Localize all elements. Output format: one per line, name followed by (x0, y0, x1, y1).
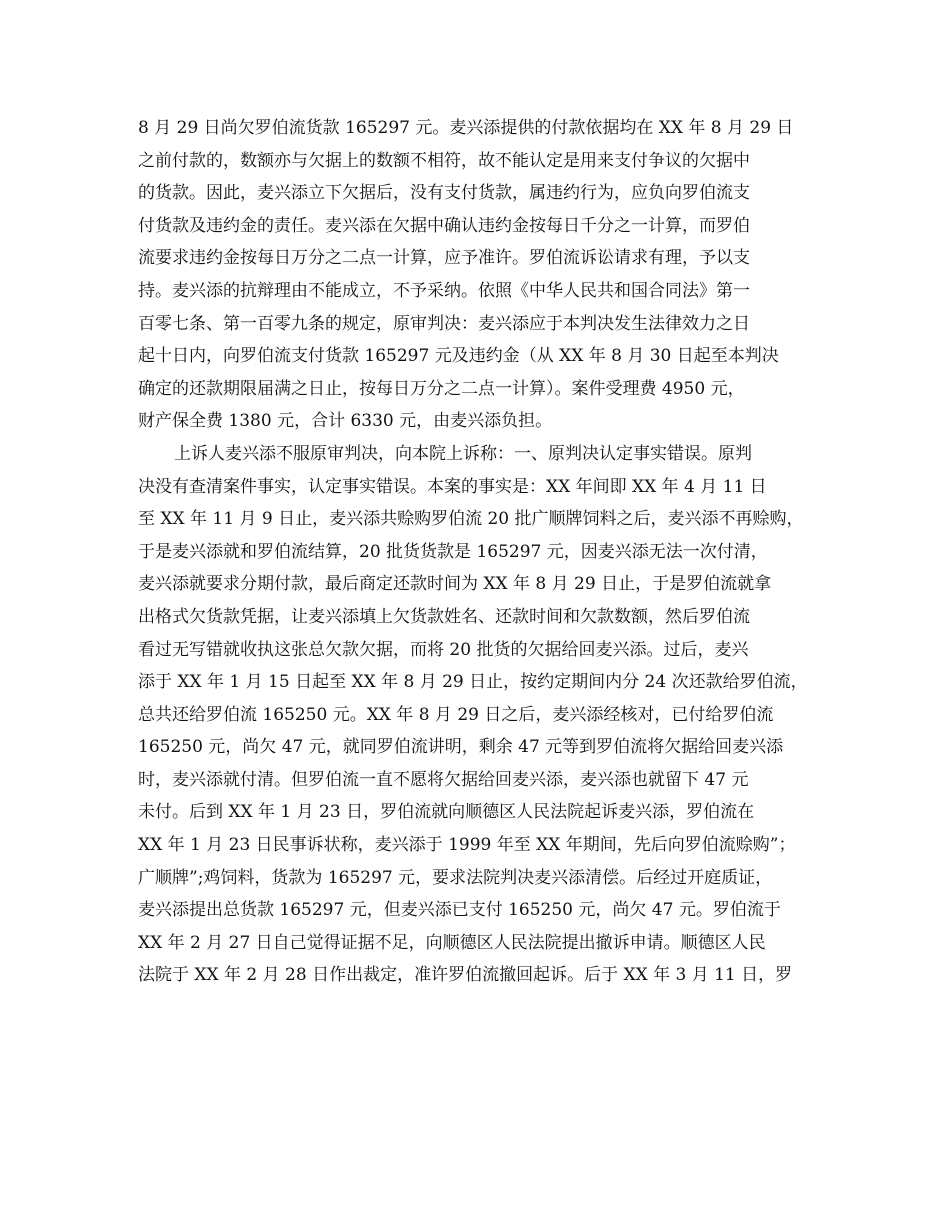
paragraph-1 (138, 112, 810, 438)
text-line: 付货款及违约金的责任。麦兴添在欠据中确认违约金按每日千分之一计算，而罗伯 (138, 215, 750, 236)
text-line: 百零七条、第一百零九条的规定，原审判决：麦兴添应于本判决发生法律效力之日 (138, 313, 750, 334)
text-line: 决没有查清案件事实，认定事实错误。本案的事实是：XX 年间即 XX 年 4 月 11 日 (138, 476, 767, 497)
text-line: 出格式欠货款凭据，让麦兴添填上欠货款姓名、还款时间和欠款数额，然后罗伯流 (138, 606, 750, 627)
text-line: 之前付款的，数额亦与欠据上的数额不相符，故不能认定是用来支付争议的欠据中 (138, 150, 750, 171)
text-line: 流要求违约金按每日万分之二点一计算，应予准许。罗伯流诉讼请求有理，予以支 (138, 248, 750, 269)
text-line: 看过无写错就收执这张总欠款欠据，而将 20 批货的欠据给回麦兴添。过后，麦兴 (138, 639, 749, 660)
text-line: 的货款。因此，麦兴添立下欠据后，没有支付货款，属违约行为，应负向罗伯流支 (138, 183, 750, 204)
text-line: 8 月 29 日尚欠罗伯流货款 165297 元。麦兴添提供的付款依据均在 XX 年 8 月 29 日 (138, 118, 794, 138)
text-line: XX 年 1 月 23 日民事诉状称，麦兴添于 1999 年至 XX 年期间，先后向罗伯流赊购”； (138, 835, 796, 856)
paragraph-2 (138, 438, 810, 992)
text-line: 确定的还款期限届满之日止，按每日万分之二点一计算）。案件受理费 4950 元， (138, 378, 745, 399)
text-line: 财产保全费 1380 元，合计 6330 元，由麦兴添负担。 (138, 411, 553, 432)
text-line: 未付。后到 XX 年 1 月 23 日，罗伯流就向顺德区人民法院起诉麦兴添，罗伯流在 (138, 802, 755, 823)
text-line: 持。麦兴添的抗辩理由不能成立，不予采纳。依照《中华人民共和国合同法》第一 (138, 280, 750, 301)
text-line: 法院于 XX 年 2 月 28 日作出裁定，准许罗伯流撤回起诉。后于 XX 年 3 月 11 日，罗 (138, 965, 793, 986)
text-line: 时，麦兴添就付清。但罗伯流一直不愿将欠据给回麦兴添，麦兴添也就留下 47 元 (138, 769, 749, 790)
text-line: 麦兴添提出总货款 165297 元，但麦兴添已支付 165250 元，尚欠 47 元。罗伯流于 (138, 900, 781, 921)
text-line: 至 XX 年 11 月 9 日止，麦兴添共赊购罗伯流 20 批广顺牌饲料之后，麦兴添不再赊购， (138, 509, 804, 530)
text-line: 添于 XX 年 1 月 15 日起至 XX 年 8 月 29 日止，按约定期间内分 24 次还款给罗伯流， (138, 672, 808, 693)
text-line: 麦兴添就要求分期付款，最后商定还款时间为 XX 年 8 月 29 日止，于是罗伯流就拿 (138, 574, 772, 595)
text-line: 起十日内，向罗伯流支付货款 165297 元及违约金（从 XX 年 8 月 30 日起至本判决 (138, 346, 779, 367)
text-line: 总共还给罗伯流 165250 元。XX 年 8 月 29 日之后，麦兴添经核对，已付给罗伯流 (138, 704, 774, 725)
document-body (138, 112, 810, 992)
text-line: 广顺牌”;鸡饲料，货款为 165297 元，要求法院判决麦兴添清偿。后经过开庭质证， (138, 867, 773, 888)
text-line: 165250 元，尚欠 47 元，就同罗伯流讲明，剩余 47 元等到罗伯流将欠据给回麦兴添 (138, 737, 784, 758)
text-line: 于是麦兴添就和罗伯流结算，20 批货货款是 165297 元，因麦兴添无法一次付清， (138, 541, 768, 562)
text-line: 上诉人麦兴添不服原审判决，向本院上诉称：一、原判决认定事实错误。原判 (174, 443, 752, 464)
text-line: XX 年 2 月 27 日自己觉得证据不足，向顺德区人民法院提出撤诉申请。顺德区人民 (138, 932, 766, 953)
